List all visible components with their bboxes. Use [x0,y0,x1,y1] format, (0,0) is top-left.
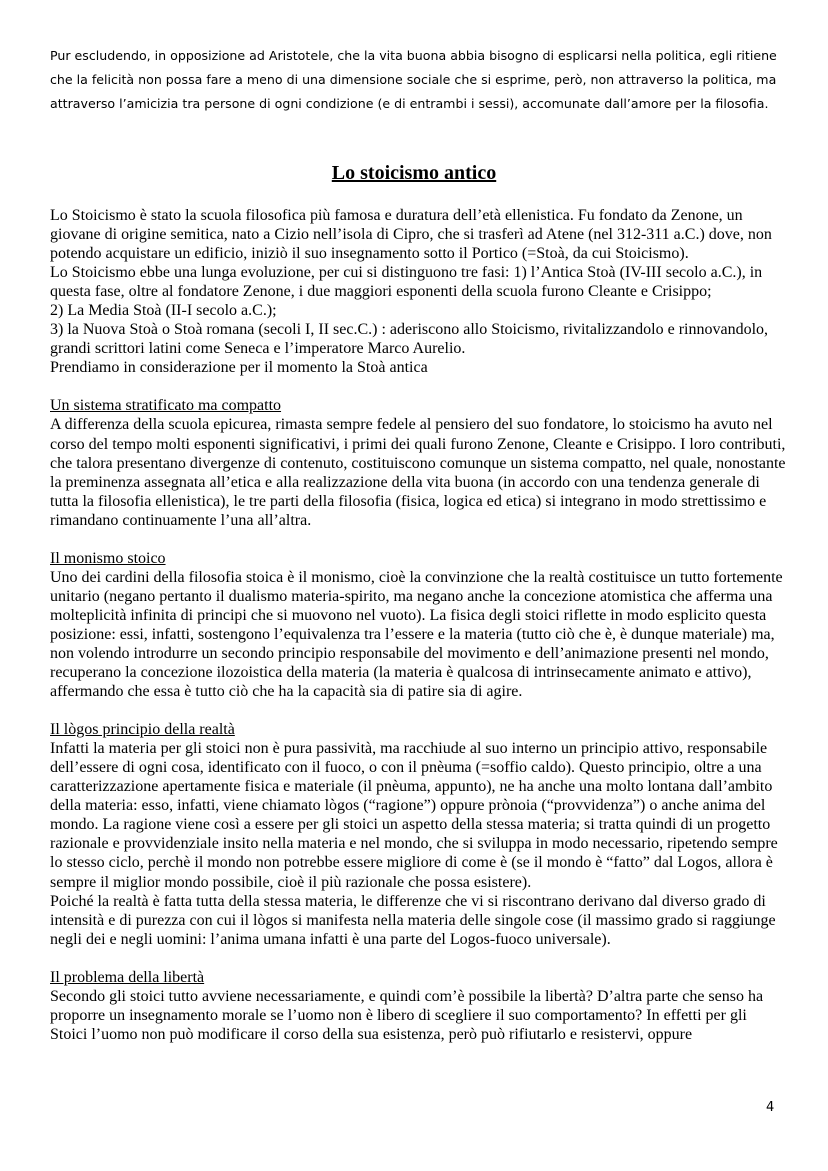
main-text [50,206,786,1044]
opening-paragraph-1: Lo Stoicismo è stato la scuola filosofica più famosa e duratura dell’età ellenistica. Fu fondato da Zenone, un giovane di origine semitica, nato a Cizio nell’isola di Cipro, che si trasferì ad Atene (nel 312-311 a.C.) dove, non potendo acquistare un edificio, iniziò il suo insegnamento sotto il Portico (=Stoà, da cui Stoicismo). [50,207,772,263]
section-heading-liberta: Il problema della libertà [50,968,205,986]
opening-paragraph-2: Lo Stoicismo ebbe una lunga evoluzione, per cui si distinguono tre fasi: 1) l’Antica Stoà (IV-III secolo a.C.), in questa fase, oltre al fondatore Zenone, i due maggiori esponenti della scuola furono Cleante e Crisippo; [50,264,763,301]
section-text-sistema: A differenza della scuola epicurea, rimasta sempre fedele al pensiero del suo fondatore, lo stoicismo ha avuto nel corso del tempo molti esponenti significativi, i primi dei quali furono Zenone, Cleante e Crisippo. I loro contributi, che talora presentano divergenze di contenuto, costituiscono comunque un sistema compatto, nel quale, nonostante la preminenza assegnata all’etica e alla realizzazione della vita buona (in accordo con una tendenza generale di tutta la filosofia ellenistica), le tre parti della filosofia (fisica, logica ed etica) si integrano in modo strettissimo e rimandano continuamente l’una all’altra. [50,416,786,529]
section-text-monismo: Uno dei cardini della filosofia stoica è il monismo, cioè la convinzione che la realtà costituisce un tutto fortemente unitario (negano pertanto il dualismo materia-spirito, ma negano anche la concezione atomistica che afferma una molteplicità infinita di principi che si muovono nel vuoto). La fisica degli stoici riflette in modo esplicito questa posizione: essi, infatti, sostengono l’equivalenza tra l’essere e la materia (tutto ciò che è, è dunque materiale) ma, non volendo introdurre un secondo principio responsabile del movimento e dell’animazione presenti nel mondo, recuperano la concezione ilozoistica della materia (la materia è qualcosa di intrinsecamente animato e attivo), affermando che essa è tutto ciò che ha la capacità sia di patire sia di agire. [50,568,783,701]
page-number: 4 [766,1100,775,1115]
opening-paragraph-4: 3) la Nuova Stoà o Stoà romana (secoli I, II sec.C.) : aderiscono allo Stoicismo, rivitalizzandolo e rinnovandolo, grandi scrittori latini come Seneca e l’imperatore Marco Aurelio. [50,321,769,358]
section-text-liberta: Secondo gli stoici tutto avviene necessariamente, e quindi com’è possibile la libertà? D’altra parte che senso ha proporre un insegnamento morale se l’uomo non è libero di scegliere il suo comportamento? In effetti per gli Stoici l’uomo non può modificare il corso della sua esistenza, però può rifiutarlo e resistervi, oppure [50,987,764,1043]
intro-paragraph: Pur escludendo, in opposizione ad Aristotele, che la vita buona abbia bisogno di esplicarsi nella politica, egli ritiene che la felicità non possa fare a meno di una dimensione sociale che si esprime, però, non attraverso la politica, ma attraverso l’amicizia tra persone di ogni condizione (e di entrambi i sessi), accomunate dall’amore per la filosofia. [50,48,777,111]
section-heading-logos: Il lògos principio della realtà [50,721,235,739]
section-text-logos: Infatti la materia per gli stoici non è pura passività, ma racchiude al suo interno un principio attivo, responsabile dell’essere di ogni cosa, identificato con il fuoco, o con il pnèuma (=soffio caldo). Questo principio, oltre a una caratterizzazione apertamente fisica e materiale (il pnèuma, appunto), ne ha anche una molto lontana dall’ambito della materia: esso, infatti, viene chiamato lògos (“ragione”) oppure prònoia (“provvidenza”) o anche anima del mondo. La ragione viene così a essere per gli stoici un aspetto della stessa materia; si tratta quindi di un progetto razionale e provvidenziale insito nella materia e nel mondo, che si sviluppa in modo necessario, ripetendo sempre lo stesso ciclo, perchè il mondo non potrebbe essere migliore di come è (se il mondo è “fatto” dal Logos, allora è sempre il miglior mondo possibile, cioè il più razionale che possa esistere). [50,740,778,891]
opening-paragraph-3: 2) La Media Stoà (II-I secolo a.C.); [50,302,277,320]
section-heading-monismo: Il monismo stoico [50,549,166,567]
section-text-logos-2: Poiché la realtà è fatta tutta della stessa materia, le differenze che vi si riscontrano derivano dal diverso grado di intensità e di purezza con cui il lògos si manifesta nella materia delle singole cose (il massimo grado si raggiunge negli dei e negli uomini: l’anima umana infatti è una parte del Logos-fuoco universale). [50,892,776,948]
opening-paragraph-5: Prendiamo in considerazione per il momento la Stoà antica [50,359,428,377]
section-heading-sistema: Un sistema stratificato ma compatto [50,397,282,415]
page-title: Lo stoicismo antico [331,162,497,184]
